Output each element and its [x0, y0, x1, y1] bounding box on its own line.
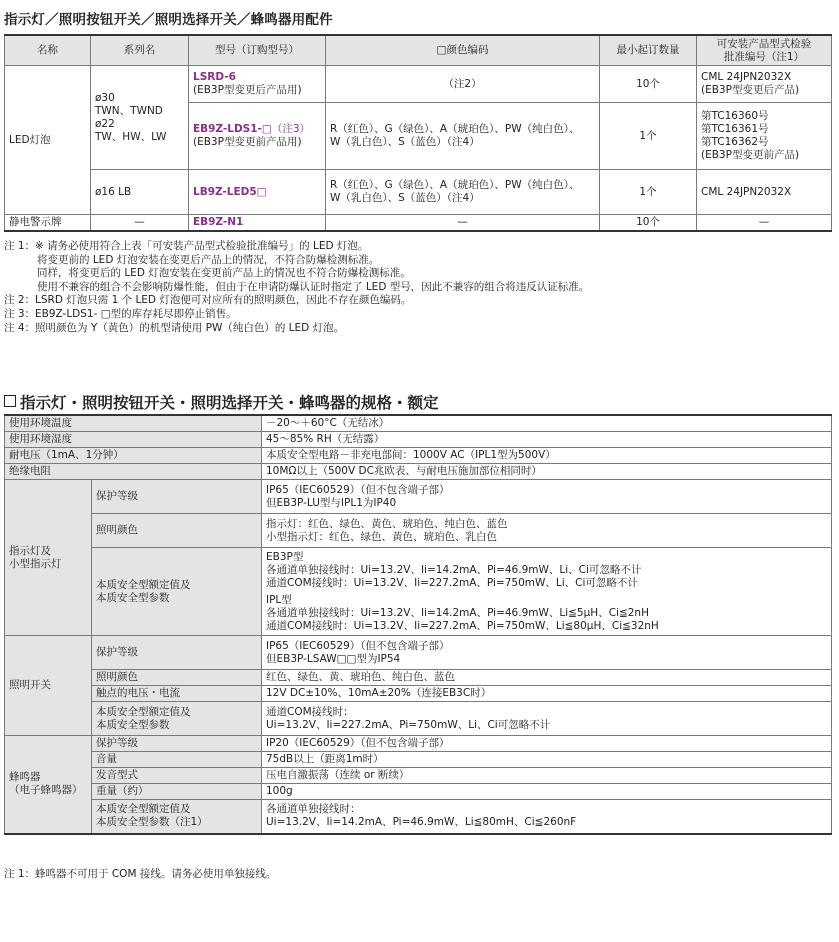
value-line: IPL型 [266, 593, 292, 606]
color-line: R（红色）、G（绿色）、A（琥珀色）、PW（纯白色）、 [330, 179, 580, 191]
qty-cell: 10个 [600, 215, 697, 232]
table-row [5, 66, 832, 103]
model-number: LB9Z-LED5□ [189, 170, 326, 215]
qty-cell: 10个 [600, 66, 697, 103]
note-line: 注 3：EB9Z-LDS1- □型的库存耗尽即停止销售。 [4, 307, 237, 320]
group-label-buzzer [5, 736, 92, 834]
table-row [5, 702, 832, 736]
value-line: 小型指示灯：红色、绿色、黄色、琥珀色、乳白色 [266, 530, 497, 543]
spec-value [262, 636, 832, 670]
static-name-cell: 静电警示牌 [5, 215, 91, 232]
cert-note: (EB3P型变更后产品) [701, 84, 800, 96]
header-color-code: □颜色编码 [326, 35, 600, 66]
qty-cell: 1个 [600, 170, 697, 215]
group-label-line: 指示灯及 [9, 544, 51, 557]
series-line: ø30 [95, 91, 115, 104]
accessories-title: 指示灯／照明按钮开关／照明选择开关／蜂鸣器用配件 [4, 12, 333, 28]
spec-label: 使用环境温度 [5, 415, 262, 432]
cert-number: 第TC16362号 [701, 136, 769, 148]
header-cert-line2: 批准编号（注1） [723, 50, 805, 63]
cert-number: 第TC16361号 [701, 123, 769, 135]
spec-label: 发音型式 [92, 768, 262, 784]
table-row [5, 480, 832, 514]
color-cell: — [326, 215, 600, 232]
color-cell [326, 103, 600, 170]
table-row [5, 670, 832, 686]
spec-label: 保护等级 [92, 736, 262, 752]
series-cell: — [91, 215, 189, 232]
spec-value [262, 480, 832, 514]
group-label-line: 蜂鸣器 [9, 771, 41, 784]
note-line: 使用不兼容的组合不会影响防爆性能，但由于在申请防爆认证时指定了 LED 型号，因此不兼容的组合将违反认证标准。 [37, 280, 590, 293]
model-note: (EB3P型变更前产品用) [193, 136, 302, 148]
spec-value: 45～85% RH（无结露） [262, 432, 832, 448]
table-row [5, 514, 832, 548]
spec-value: 100g [262, 784, 832, 800]
note-line: 将变更前的 LED 灯泡安装在变更后产品上的情况，不符合防爆检测标准。 [37, 253, 380, 266]
cert-cell: — [697, 215, 832, 232]
value-line: Ui=13.2V、Ii=14.2mA、Pi=46.9mW、Li≦80mH、Ci≦260nF [266, 816, 577, 829]
color-line: W（乳白色）、S（蓝色）（注4） [330, 136, 480, 148]
model-number-note: （注3） [271, 123, 311, 135]
note-line: 同样，将变更后的 LED 灯泡安装在变更前产品上的情况也不符合防爆检测标准。 [37, 267, 411, 280]
spec-value [262, 548, 832, 636]
value-line: 通道COM接线时： [266, 705, 354, 718]
label-line: 本质安全型参数 [96, 591, 170, 604]
series-line: TWN、TWND [95, 104, 163, 117]
label-line: 本质安全型参数 [96, 718, 170, 731]
model-note: (EB3P型变更后产品用) [193, 84, 302, 96]
value-line: 指示灯：红色、绿色、黄色、琥珀色、纯白色、蓝色 [266, 517, 508, 530]
header-cert [697, 35, 832, 66]
spec-table [4, 414, 832, 835]
model-cell [189, 66, 326, 103]
header-cert-line1: 可安装产品型式检验 [716, 37, 812, 50]
label-line: 本质安全型额定值及 [96, 578, 191, 591]
model-number-line [193, 123, 321, 136]
spec-value [262, 514, 832, 548]
header-series: 系列名 [91, 35, 189, 66]
note-line: 注 2：LSRD 灯泡只需 1 个 LED 灯泡便可对应所有的照明颜色，因此不存在颜色编码。 [4, 294, 412, 307]
spec-label [92, 702, 262, 736]
value-line: Ui=13.2V、Ii=227.2mA、Pi=750mW、Li、Ci可忽略不计 [266, 718, 551, 731]
spec-title-text: 指示灯・照明按钮开关・照明选择开关・蜂鸣器的规格・额定 [20, 394, 439, 412]
cert-cell [697, 66, 832, 103]
spec-value: 10MΩ以上（500V DC兆欧表、与耐电压施加部位相同时） [262, 464, 832, 480]
color-cell [326, 170, 600, 215]
label-line: 本质安全型额定值及 [96, 803, 191, 816]
table-row [5, 415, 832, 432]
header-name: 名称 [5, 35, 91, 66]
model-number: EB9Z-LDS1-□ [193, 123, 272, 135]
accessories-header-row [5, 35, 832, 66]
table-row [5, 768, 832, 784]
series-line: TW、HW、LW [95, 130, 167, 143]
value-line: EB3P型 [266, 550, 304, 563]
value-line: 各通道单独接线时：Ui=13.2V、Ii=14.2mA、Pi=46.9mW、Li、Ci可忽略不计 [266, 563, 642, 576]
table-row [5, 170, 832, 215]
model-number: EB9Z-N1 [189, 215, 326, 232]
spec-label: 照明颜色 [92, 514, 262, 548]
header-model: 型号（订购型号） [189, 35, 326, 66]
group-label-line: （电子蜂鸣器） [9, 784, 83, 797]
qty-cell: 1个 [600, 103, 697, 170]
note-line: 注 4：照明颜色为 Y（黄色）的机型请使用 PW（纯白色）的 LED 灯泡。 [4, 321, 345, 334]
spec-label: 耐电压（1mA、1分钟） [5, 448, 262, 464]
accessories-table [4, 34, 832, 232]
table-row [5, 736, 832, 752]
group-label-pilot [5, 480, 92, 636]
spec-label: 照明颜色 [92, 670, 262, 686]
series-cell: ø16 LB [91, 170, 189, 215]
value-line: IP65（IEC60529）（但不包含端子部） [266, 483, 450, 496]
spec-note: 注 1：蜂鸣器不可用于 COM 接线。请务必使用单独接线。 [4, 868, 277, 880]
model-cell [189, 103, 326, 170]
color-line: W（乳白色）、S（蓝色）（注4） [330, 192, 480, 204]
table-row [5, 752, 832, 768]
cert-number: 第TC16360号 [701, 110, 769, 122]
spec-label: 保护等级 [92, 480, 262, 514]
spec-label: 触点的电压・电流 [92, 686, 262, 702]
led-series-cell [91, 66, 189, 170]
table-row [5, 464, 832, 480]
spec-value: IP20（IEC60529）（但不包含端子部） [262, 736, 832, 752]
label-line: 本质安全型额定值及 [96, 705, 191, 718]
spec-value: 压电自激振荡（连续 or 断续） [262, 768, 832, 784]
value-line: 通道COM接线时：Ui=13.2V、Ii=227.2mA、Pi=750mW、Li、Ci可忽略不计 [266, 576, 638, 589]
value-line: 各通道单独接线时：Ui=13.2V、Ii=14.2mA、Pi=46.9mW、Li≦5μH、Ci≦2nH [266, 606, 649, 619]
value-line: 各通道单独接线时： [266, 803, 361, 816]
spec-value [262, 702, 832, 736]
table-row [5, 432, 832, 448]
header-min-qty: 最小起订数量 [600, 35, 697, 66]
spec-value: 75dB以上（距离1m时） [262, 752, 832, 768]
spec-value [262, 800, 832, 834]
table-row [5, 686, 832, 702]
cert-number: CML 24JPN2032X [701, 71, 792, 83]
spec-label: 绝缘电阻 [5, 464, 262, 480]
series-line: ø22 [95, 117, 115, 130]
group-label-illum: 照明开关 [5, 636, 92, 736]
spec-value: 12V DC±10%、10mA±20%（连接EB3C时） [262, 686, 832, 702]
spec-label: 音量 [92, 752, 262, 768]
cert-note: (EB3P型变更前产品) [701, 149, 800, 161]
spec-label: 重量（约） [92, 784, 262, 800]
spec-title [4, 391, 439, 413]
note-line: 注 1：※ 请务必使用符合上表「可安装产品型式检验批准编号」的 LED 灯泡。 [4, 240, 369, 252]
table-row [5, 800, 832, 834]
value-line: IP65（IEC60529）（但不包含端子部） [266, 639, 450, 652]
spec-label [92, 800, 262, 834]
color-line: R（红色）、G（绿色）、A（琥珀色）、PW（纯白色）、 [330, 123, 580, 135]
table-row [5, 215, 832, 232]
color-cell: （注2） [326, 66, 600, 103]
accessories-notes [4, 240, 589, 335]
cert-cell: CML 24JPN2032X [697, 170, 832, 215]
group-label-line: 小型指示灯 [9, 557, 62, 570]
spec-value: 本质安全型电路－非充电部间：1000V AC（IPL1型为500V） [262, 448, 832, 464]
spec-label: 使用环境湿度 [5, 432, 262, 448]
cert-cell [697, 103, 832, 170]
spec-value: 红色、绿色、黄、琥珀色、纯白色、蓝色 [262, 670, 832, 686]
value-line: 但EB3P-LSAW□□型为IP54 [266, 652, 401, 665]
table-row [5, 448, 832, 464]
label-line: 本质安全型参数（注1） [96, 816, 208, 829]
spec-label [92, 548, 262, 636]
model-number: LSRD-6 [193, 71, 236, 83]
spec-label: 保护等级 [92, 636, 262, 670]
led-name-cell: LED灯泡 [5, 66, 91, 215]
checkbox-square-icon [4, 395, 16, 407]
spec-value: －20～＋60°C（无结冰） [262, 415, 832, 432]
table-row [5, 548, 832, 636]
table-row [5, 636, 832, 670]
value-line: 但EB3P-LU型与IPL1为IP40 [266, 496, 397, 509]
table-row [5, 784, 832, 800]
value-line: 通道COM接线时：Ui=13.2V、Ii=227.2mA、Pi=750mW、Li≦80μH、Ci≦32nH [266, 619, 659, 632]
